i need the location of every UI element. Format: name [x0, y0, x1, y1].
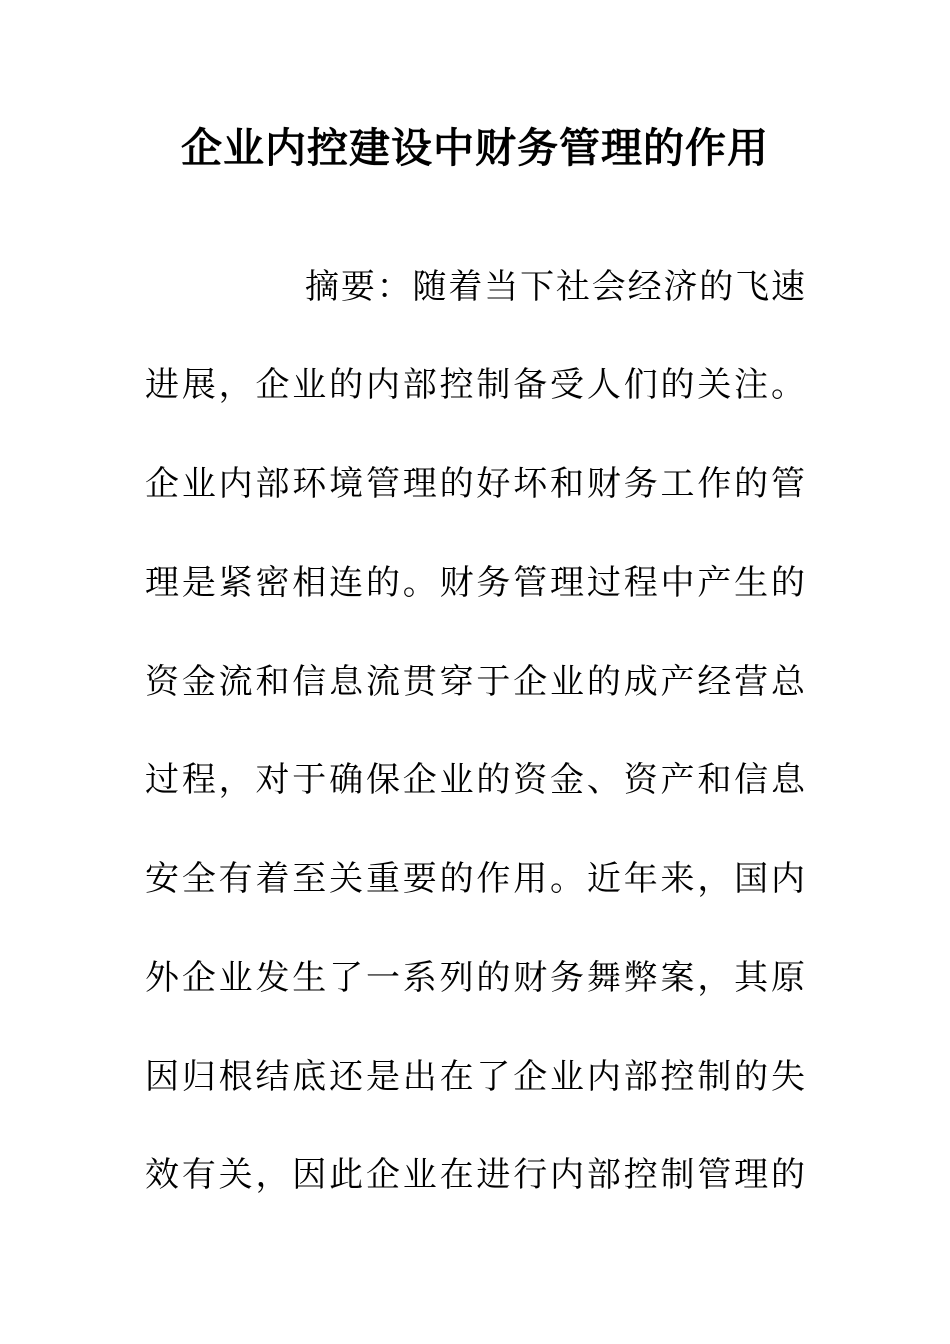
abstract-line-2: 进展，企业的内部控制备受人们的关注。	[145, 365, 805, 405]
abstract-line-6: 过程，对于确保企业的资金、资产和信息	[145, 760, 805, 800]
abstract-line-7: 安全有着至关重要的作用。近年来，国内	[145, 859, 805, 899]
abstract-line-9: 因归根结底还是出在了企业内部控制的失	[145, 1057, 805, 1097]
abstract-line-5: 资金流和信息流贯穿于企业的成产经营总	[145, 662, 805, 702]
abstract-line-3: 企业内部环境管理的好坏和财务工作的管	[145, 464, 805, 504]
abstract-line-8: 外企业发生了一系列的财务舞弊案，其原	[145, 958, 805, 998]
abstract-line-10: 效有关，因此企业在进行内部控制管理的	[145, 1155, 805, 1195]
abstract-line-4: 理是紧密相连的。财务管理过程中产生的	[145, 563, 805, 603]
document-title: 企业内控建设中财务管理的作用	[181, 124, 769, 172]
abstract-line-1: 摘要：随着当下社会经济的飞速	[305, 267, 805, 307]
